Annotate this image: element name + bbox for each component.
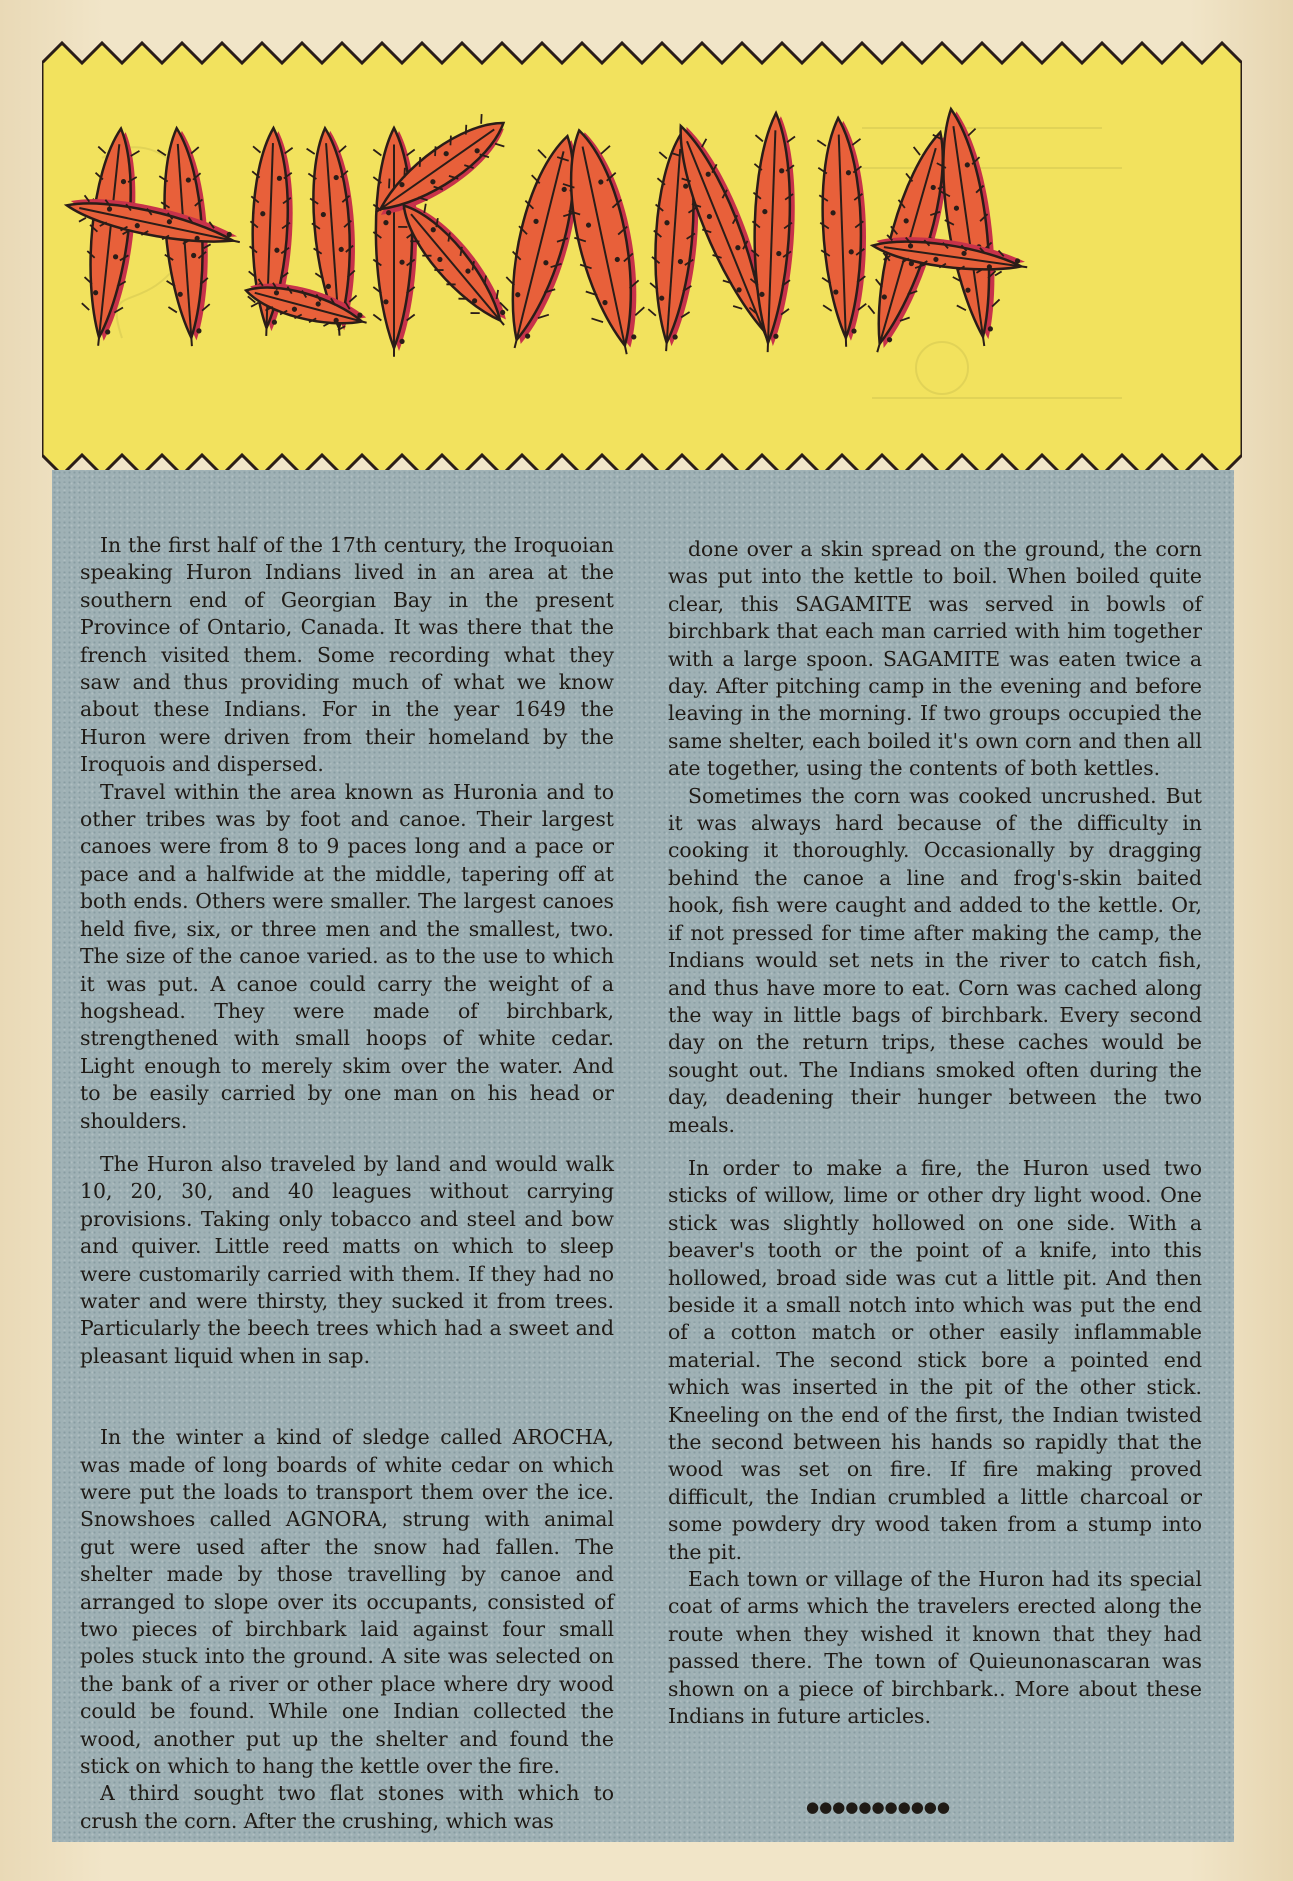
paragraph: Each town or village of the Huron had its special coat of arms which the travelers erected along the route when they wished it known that they had passed there. The town of Quieunonascaran was shown on a piece of birchbark.. More about these Indians in future articles. xyxy=(668,1567,1202,1729)
right-column xyxy=(668,536,1202,1730)
paragraph: Travel within the area known as Huronia and to other tribes was by foot and canoe. Their largest canoes were from 8 to 9 paces long and a pace or pace and a halfwide at the middle, tapering off at both ends. Others were smaller. The largest canoes held five, six, or three men and the smallest, two. The size of the canoe varied. as to the use to which it was put. A canoe could carry the weight of a hogshead. They were made of birchbark, strengthened with small hoops of white cedar. Light enough to merely skim over the water. And to be easily carried by one man on his head or shoulders. xyxy=(80,779,614,1133)
paragraph: done over a skin spread on the ground, the corn was put into the kettle to boil. When boiled quite clear, this SAGAMITE was served in bowls of birchbark that each man carried with him together with a large spoon. SAGAMITE was eaten twice a day. After pitching camp in the evening and before leaving in the morning. If two groups occupied the same shelter, each boiled it's own corn and then all ate together, using the contents of both kettles. xyxy=(668,537,1202,781)
paragraph: In the winter a kind of sledge called AROCHA, was made of long boards of white cedar on which were put the loads to transport them over the ice. Snowshoes called AGNORA, strung with animal gut were used after the snow had fallen. The shelter made by those travelling by canoe and arranged to slope over its occupants, consisted of two pieces of birchbark laid against four small poles stuck into the ground. A site was selected on the bank of a river or other place where dry wood could be found. While one Indian collected the wood, another put up the shelter and found the stick on which to hang the kettle over the fire. xyxy=(80,1425,614,1779)
end-ornament: ●●●●●●●●●●● xyxy=(806,1798,950,1816)
title-banner xyxy=(42,38,1242,480)
paragraph: A third sought two flat stones with which to crush the corn. After the crushing, which was xyxy=(80,1781,614,1833)
paragraph: The Huron also traveled by land and would walk 10, 20, 30, and 40 leagues without carrying provisions. Taking only tobacco and steel and bow and quiver. Little reed matts on which to sleep were customarily carried with them. If they had no water and were thirsty, they sucked it from trees. Particularly the beech trees which had a sweet and pleasant liquid when in sap. xyxy=(80,1151,614,1368)
title-banner-art xyxy=(42,38,1242,480)
article-panel xyxy=(52,470,1234,1842)
paragraph: In order to make a fire, the Huron used two sticks of willow, lime or other dry light wood. One stick was slightly hollowed on one side. With a beaver's tooth or the point of a knife, into this hollowed, broad side was cut a little pit. And then beside it a small notch into which was put the end of a cotton match or other easily inflammable material. The second stick bore a pointed end which was inserted in the pit of the other stick. Kneeling on the end of the first, the Indian twisted the second between his hands so rapidly that the wood was set on fire. If fire making proved difficult, the Indian crumbled a little charcoal or some powdery dry wood taken from a stump into the pit. xyxy=(668,1155,1202,1564)
zigzag-ribbon xyxy=(42,43,1242,475)
paragraph: In the first half of the 17th century, the Iroquoian speaking Huron Indians lived in an area at the southern end of Georgian Bay in the present Province of Ontario, Canada. It was there that the french visited them. Some recording what they saw and thus providing much of what we know about these Indians. For in the year 1649 the Huron were driven from their homeland by the Iroquois and dispersed. xyxy=(80,533,614,777)
left-column xyxy=(80,532,614,1835)
paragraph: Sometimes the corn was cooked uncrushed. But it was always hard because of the difficulty in cooking it thoroughly. Occasionally by dragging behind the canoe a line and frog's-skin baited hook, fish were caught and added to the kettle. Or, if not pressed for time after making the camp, the Indians would set nets in the river to catch fish, and thus have more to eat. Corn was cached along the way in little bags of birchbark. Every second day on the return trips, these caches would be sought out. The Indians smoked often during the day, deadening their hunger between the two meals. xyxy=(668,783,1202,1137)
